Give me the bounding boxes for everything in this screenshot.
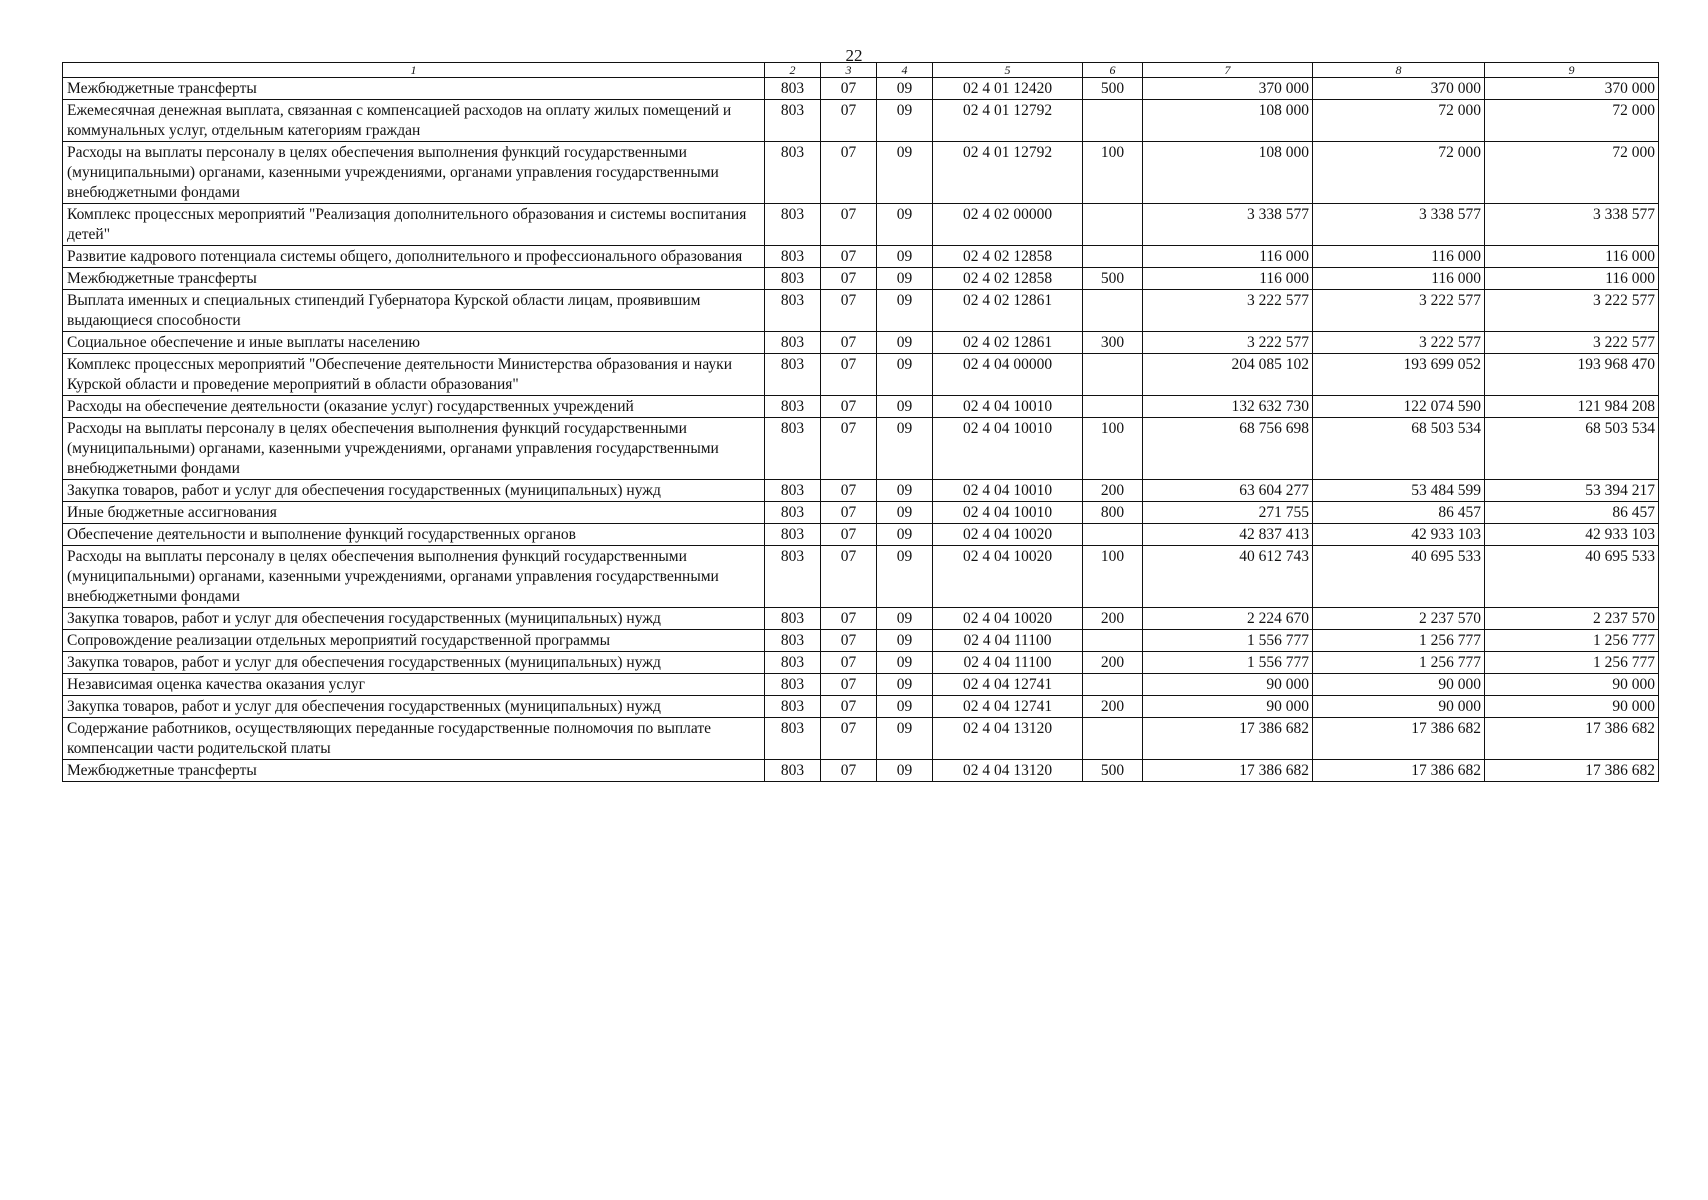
ministry-code-cell: 803	[765, 546, 821, 608]
subsection-code-cell: 09	[877, 332, 933, 354]
expense-name-cell: Ежемесячная денежная выплата, связанная с компенсацией расходов на оплату жилых помещений и коммунальных услуг, отдельным категориям граждан	[63, 100, 765, 142]
amount-cell: 1 256 777	[1485, 652, 1659, 674]
table-row	[63, 696, 1659, 718]
target-article-cell: 02 4 02 12858	[933, 268, 1083, 290]
section-code-cell: 07	[821, 718, 877, 760]
expense-name-cell: Расходы на выплаты персоналу в целях обеспечения выполнения функций государственными (муниципальными) органами, казенными учреждениями, органами управления государственными внебюджетными фондами	[63, 142, 765, 204]
expense-name-cell: Межбюджетные трансферты	[63, 760, 765, 782]
amount-cell: 1 556 777	[1143, 652, 1313, 674]
subsection-code-cell: 09	[877, 652, 933, 674]
section-code-cell: 07	[821, 418, 877, 480]
target-article-cell: 02 4 02 00000	[933, 204, 1083, 246]
amount-cell: 72 000	[1485, 142, 1659, 204]
amount-cell: 90 000	[1143, 674, 1313, 696]
subsection-code-cell: 09	[877, 480, 933, 502]
section-code-cell: 07	[821, 268, 877, 290]
amount-cell: 3 338 577	[1485, 204, 1659, 246]
ministry-code-cell: 803	[765, 268, 821, 290]
target-article-cell: 02 4 04 13120	[933, 718, 1083, 760]
amount-cell: 42 837 413	[1143, 524, 1313, 546]
amount-cell: 132 632 730	[1143, 396, 1313, 418]
expense-type-cell: 200	[1083, 696, 1143, 718]
expense-name-cell: Сопровождение реализации отдельных мероприятий государственной программы	[63, 630, 765, 652]
target-article-cell: 02 4 04 11100	[933, 652, 1083, 674]
expense-type-cell: 200	[1083, 652, 1143, 674]
amount-cell: 68 503 534	[1313, 418, 1485, 480]
amount-cell: 370 000	[1313, 78, 1485, 100]
expense-type-cell: 200	[1083, 480, 1143, 502]
subsection-code-cell: 09	[877, 718, 933, 760]
section-code-cell: 07	[821, 204, 877, 246]
column-number: 4	[877, 63, 933, 78]
expense-type-cell: 500	[1083, 760, 1143, 782]
table-row	[63, 100, 1659, 142]
amount-cell: 204 085 102	[1143, 354, 1313, 396]
expense-name-cell: Содержание работников, осуществляющих переданные государственные полномочия по выплате компенсации части родительской платы	[63, 718, 765, 760]
amount-cell: 2 237 570	[1485, 608, 1659, 630]
ministry-code-cell: 803	[765, 246, 821, 268]
amount-cell: 271 755	[1143, 502, 1313, 524]
amount-cell: 68 503 534	[1485, 418, 1659, 480]
subsection-code-cell: 09	[877, 546, 933, 608]
section-code-cell: 07	[821, 502, 877, 524]
expense-type-cell: 500	[1083, 78, 1143, 100]
section-code-cell: 07	[821, 332, 877, 354]
amount-cell: 53 484 599	[1313, 480, 1485, 502]
amount-cell: 122 074 590	[1313, 396, 1485, 418]
page-number: 22	[845, 46, 863, 65]
table-row	[63, 332, 1659, 354]
amount-cell: 2 237 570	[1313, 608, 1485, 630]
amount-cell: 17 386 682	[1313, 760, 1485, 782]
table-row	[63, 354, 1659, 396]
target-article-cell: 02 4 04 10010	[933, 502, 1083, 524]
amount-cell: 193 699 052	[1313, 354, 1485, 396]
expense-type-cell: 100	[1083, 418, 1143, 480]
amount-cell: 108 000	[1143, 100, 1313, 142]
ministry-code-cell: 803	[765, 674, 821, 696]
subsection-code-cell: 09	[877, 354, 933, 396]
expense-type-cell	[1083, 100, 1143, 142]
expense-name-cell: Иные бюджетные ассигнования	[63, 502, 765, 524]
target-article-cell: 02 4 04 10020	[933, 546, 1083, 608]
table-row	[63, 546, 1659, 608]
section-code-cell: 07	[821, 354, 877, 396]
amount-cell: 3 338 577	[1313, 204, 1485, 246]
amount-cell: 17 386 682	[1485, 718, 1659, 760]
amount-cell: 116 000	[1313, 268, 1485, 290]
amount-cell: 90 000	[1485, 696, 1659, 718]
target-article-cell: 02 4 04 11100	[933, 630, 1083, 652]
target-article-cell: 02 4 04 10010	[933, 480, 1083, 502]
amount-cell: 90 000	[1313, 696, 1485, 718]
target-article-cell: 02 4 04 12741	[933, 674, 1083, 696]
amount-cell: 116 000	[1143, 268, 1313, 290]
column-number: 7	[1143, 63, 1313, 78]
section-code-cell: 07	[821, 142, 877, 204]
amount-cell: 370 000	[1143, 78, 1313, 100]
amount-cell: 3 222 577	[1485, 332, 1659, 354]
amount-cell: 1 256 777	[1313, 630, 1485, 652]
target-article-cell: 02 4 04 12741	[933, 696, 1083, 718]
amount-cell: 3 222 577	[1143, 332, 1313, 354]
table-row	[63, 760, 1659, 782]
subsection-code-cell: 09	[877, 100, 933, 142]
table-row	[63, 246, 1659, 268]
amount-cell: 193 968 470	[1485, 354, 1659, 396]
section-code-cell: 07	[821, 480, 877, 502]
ministry-code-cell: 803	[765, 78, 821, 100]
amount-cell: 116 000	[1485, 246, 1659, 268]
amount-cell: 370 000	[1485, 78, 1659, 100]
amount-cell: 53 394 217	[1485, 480, 1659, 502]
amount-cell: 17 386 682	[1143, 718, 1313, 760]
ministry-code-cell: 803	[765, 354, 821, 396]
subsection-code-cell: 09	[877, 524, 933, 546]
amount-cell: 42 933 103	[1313, 524, 1485, 546]
target-article-cell: 02 4 04 13120	[933, 760, 1083, 782]
expense-type-cell	[1083, 630, 1143, 652]
column-number: 9	[1485, 63, 1659, 78]
ministry-code-cell: 803	[765, 290, 821, 332]
target-article-cell: 02 4 02 12858	[933, 246, 1083, 268]
expense-type-cell	[1083, 674, 1143, 696]
expense-type-cell	[1083, 354, 1143, 396]
amount-cell: 40 695 533	[1313, 546, 1485, 608]
subsection-code-cell: 09	[877, 630, 933, 652]
section-code-cell: 07	[821, 760, 877, 782]
ministry-code-cell: 803	[765, 418, 821, 480]
section-code-cell: 07	[821, 674, 877, 696]
column-number-row	[63, 63, 1659, 78]
table-row	[63, 290, 1659, 332]
section-code-cell: 07	[821, 246, 877, 268]
target-article-cell: 02 4 01 12792	[933, 100, 1083, 142]
expense-name-cell: Расходы на выплаты персоналу в целях обеспечения выполнения функций государственными (муниципальными) органами, казенными учреждениями, органами управления государственными внебюджетными фондами	[63, 546, 765, 608]
column-number: 5	[933, 63, 1083, 78]
subsection-code-cell: 09	[877, 396, 933, 418]
section-code-cell: 07	[821, 630, 877, 652]
amount-cell: 90 000	[1143, 696, 1313, 718]
subsection-code-cell: 09	[877, 78, 933, 100]
amount-cell: 3 222 577	[1313, 290, 1485, 332]
amount-cell: 121 984 208	[1485, 396, 1659, 418]
expense-type-cell: 100	[1083, 142, 1143, 204]
target-article-cell: 02 4 04 10010	[933, 396, 1083, 418]
ministry-code-cell: 803	[765, 502, 821, 524]
amount-cell: 40 612 743	[1143, 546, 1313, 608]
ministry-code-cell: 803	[765, 142, 821, 204]
table-row	[63, 524, 1659, 546]
expense-type-cell	[1083, 524, 1143, 546]
amount-cell: 108 000	[1143, 142, 1313, 204]
ministry-code-cell: 803	[765, 630, 821, 652]
table-row	[63, 608, 1659, 630]
expense-name-cell: Межбюджетные трансферты	[63, 78, 765, 100]
amount-cell: 72 000	[1485, 100, 1659, 142]
section-code-cell: 07	[821, 78, 877, 100]
table-row	[63, 396, 1659, 418]
subsection-code-cell: 09	[877, 418, 933, 480]
amount-cell: 3 222 577	[1143, 290, 1313, 332]
ministry-code-cell: 803	[765, 760, 821, 782]
subsection-code-cell: 09	[877, 246, 933, 268]
subsection-code-cell: 09	[877, 760, 933, 782]
expense-name-cell: Социальное обеспечение и иные выплаты населению	[63, 332, 765, 354]
subsection-code-cell: 09	[877, 290, 933, 332]
expense-name-cell: Развитие кадрового потенциала системы общего, дополнительного и профессионального образования	[63, 246, 765, 268]
column-number: 2	[765, 63, 821, 78]
amount-cell: 3 222 577	[1485, 290, 1659, 332]
section-code-cell: 07	[821, 546, 877, 608]
table-row	[63, 652, 1659, 674]
subsection-code-cell: 09	[877, 142, 933, 204]
amount-cell: 72 000	[1313, 100, 1485, 142]
expense-name-cell: Независимая оценка качества оказания услуг	[63, 674, 765, 696]
column-number: 8	[1313, 63, 1485, 78]
budget-table	[62, 62, 1659, 782]
column-number: 6	[1083, 63, 1143, 78]
expense-name-cell: Закупка товаров, работ и услуг для обеспечения государственных (муниципальных) нужд	[63, 696, 765, 718]
amount-cell: 3 222 577	[1313, 332, 1485, 354]
ministry-code-cell: 803	[765, 652, 821, 674]
expense-name-cell: Выплата именных и специальных стипендий Губернатора Курской области лицам, проявившим выдающиеся способности	[63, 290, 765, 332]
expense-name-cell: Закупка товаров, работ и услуг для обеспечения государственных (муниципальных) нужд	[63, 652, 765, 674]
target-article-cell: 02 4 01 12420	[933, 78, 1083, 100]
ministry-code-cell: 803	[765, 480, 821, 502]
expense-type-cell	[1083, 718, 1143, 760]
target-article-cell: 02 4 04 10010	[933, 418, 1083, 480]
amount-cell: 1 256 777	[1485, 630, 1659, 652]
subsection-code-cell: 09	[877, 696, 933, 718]
ministry-code-cell: 803	[765, 696, 821, 718]
expense-type-cell	[1083, 290, 1143, 332]
subsection-code-cell: 09	[877, 502, 933, 524]
amount-cell: 3 338 577	[1143, 204, 1313, 246]
amount-cell: 17 386 682	[1313, 718, 1485, 760]
expense-name-cell: Закупка товаров, работ и услуг для обеспечения государственных (муниципальных) нужд	[63, 480, 765, 502]
section-code-cell: 07	[821, 100, 877, 142]
expense-name-cell: Обеспечение деятельности и выполнение функций государственных органов	[63, 524, 765, 546]
amount-cell: 2 224 670	[1143, 608, 1313, 630]
ministry-code-cell: 803	[765, 608, 821, 630]
amount-cell: 42 933 103	[1485, 524, 1659, 546]
target-article-cell: 02 4 02 12861	[933, 290, 1083, 332]
amount-cell: 86 457	[1485, 502, 1659, 524]
subsection-code-cell: 09	[877, 608, 933, 630]
table-row	[63, 418, 1659, 480]
amount-cell: 116 000	[1485, 268, 1659, 290]
expense-name-cell: Расходы на выплаты персоналу в целях обеспечения выполнения функций государственными (муниципальными) органами, казенными учреждениями, органами управления государственными внебюджетными фондами	[63, 418, 765, 480]
section-code-cell: 07	[821, 524, 877, 546]
ministry-code-cell: 803	[765, 204, 821, 246]
section-code-cell: 07	[821, 396, 877, 418]
expense-type-cell: 800	[1083, 502, 1143, 524]
ministry-code-cell: 803	[765, 332, 821, 354]
target-article-cell: 02 4 01 12792	[933, 142, 1083, 204]
target-article-cell: 02 4 04 00000	[933, 354, 1083, 396]
table-row	[63, 204, 1659, 246]
expense-type-cell: 100	[1083, 546, 1143, 608]
expense-type-cell	[1083, 204, 1143, 246]
target-article-cell: 02 4 04 10020	[933, 524, 1083, 546]
section-code-cell: 07	[821, 652, 877, 674]
subsection-code-cell: 09	[877, 204, 933, 246]
amount-cell: 1 556 777	[1143, 630, 1313, 652]
ministry-code-cell: 803	[765, 524, 821, 546]
amount-cell: 86 457	[1313, 502, 1485, 524]
table-row	[63, 480, 1659, 502]
amount-cell: 68 756 698	[1143, 418, 1313, 480]
amount-cell: 17 386 682	[1143, 760, 1313, 782]
expense-type-cell	[1083, 246, 1143, 268]
section-code-cell: 07	[821, 290, 877, 332]
expense-name-cell: Комплекс процессных мероприятий "Обеспечение деятельности Министерства образования и науки Курской области и проведение мероприятий в области образования"	[63, 354, 765, 396]
expense-name-cell: Расходы на обеспечение деятельности (оказание услуг) государственных учреждений	[63, 396, 765, 418]
amount-cell: 90 000	[1313, 674, 1485, 696]
table-row	[63, 630, 1659, 652]
expense-type-cell: 500	[1083, 268, 1143, 290]
amount-cell: 1 256 777	[1313, 652, 1485, 674]
expense-name-cell: Закупка товаров, работ и услуг для обеспечения государственных (муниципальных) нужд	[63, 608, 765, 630]
column-number: 3	[821, 63, 877, 78]
target-article-cell: 02 4 02 12861	[933, 332, 1083, 354]
expense-type-cell: 200	[1083, 608, 1143, 630]
ministry-code-cell: 803	[765, 396, 821, 418]
amount-cell: 72 000	[1313, 142, 1485, 204]
ministry-code-cell: 803	[765, 718, 821, 760]
amount-cell: 17 386 682	[1485, 760, 1659, 782]
expense-name-cell: Межбюджетные трансферты	[63, 268, 765, 290]
amount-cell: 90 000	[1485, 674, 1659, 696]
table-row	[63, 718, 1659, 760]
expense-type-cell: 300	[1083, 332, 1143, 354]
table-row	[63, 502, 1659, 524]
amount-cell: 116 000	[1313, 246, 1485, 268]
table-row	[63, 674, 1659, 696]
subsection-code-cell: 09	[877, 268, 933, 290]
subsection-code-cell: 09	[877, 674, 933, 696]
section-code-cell: 07	[821, 696, 877, 718]
table-row	[63, 78, 1659, 100]
amount-cell: 40 695 533	[1485, 546, 1659, 608]
amount-cell: 63 604 277	[1143, 480, 1313, 502]
amount-cell: 116 000	[1143, 246, 1313, 268]
table-row	[63, 268, 1659, 290]
section-code-cell: 07	[821, 608, 877, 630]
expense-name-cell: Комплекс процессных мероприятий "Реализация дополнительного образования и системы воспитания детей"	[63, 204, 765, 246]
expense-type-cell	[1083, 396, 1143, 418]
table-row	[63, 142, 1659, 204]
target-article-cell: 02 4 04 10020	[933, 608, 1083, 630]
column-number: 1	[63, 63, 765, 78]
ministry-code-cell: 803	[765, 100, 821, 142]
